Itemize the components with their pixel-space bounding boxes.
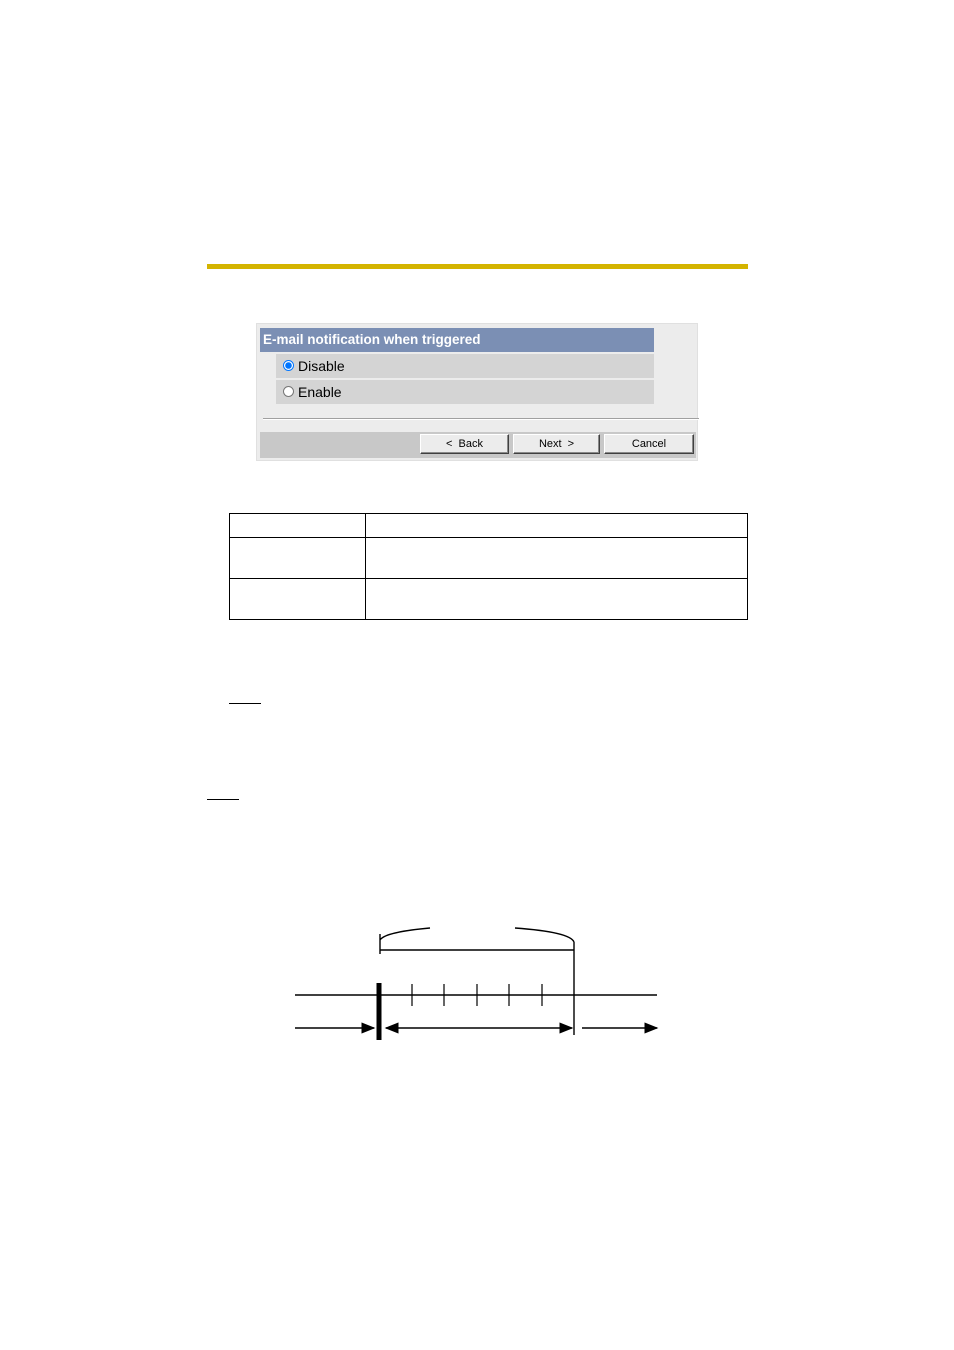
disable-label: Disable — [298, 358, 345, 374]
cancel-button[interactable] — [604, 434, 694, 454]
chevron-right-icon: > — [567, 438, 575, 450]
enable-radio[interactable] — [283, 386, 294, 397]
next-button-label: Next — [538, 438, 562, 450]
settings-table — [229, 513, 748, 620]
next-button[interactable] — [513, 434, 600, 454]
note-underline — [229, 703, 261, 704]
chevron-left-icon: < — [446, 438, 453, 450]
disable-radio[interactable] — [283, 360, 294, 371]
dialog-separator — [263, 418, 699, 420]
accent-rule — [207, 264, 748, 269]
table-row-divider — [230, 578, 747, 579]
option-row-enable[interactable] — [276, 380, 654, 404]
table-column-divider — [365, 514, 366, 619]
table-row-divider — [230, 537, 747, 538]
email-notification-dialog — [256, 323, 698, 461]
back-button-label: Back — [458, 438, 483, 450]
option-row-disable[interactable] — [276, 354, 654, 378]
enable-label: Enable — [298, 384, 342, 400]
button-bar — [260, 432, 696, 458]
back-button[interactable] — [420, 434, 509, 454]
timeline-diagram — [290, 920, 670, 1045]
dialog-title: E-mail notification when triggered — [260, 328, 654, 352]
timeline-bracket — [380, 928, 574, 1035]
cancel-button-label: Cancel — [631, 438, 667, 450]
note-underline — [207, 799, 239, 800]
